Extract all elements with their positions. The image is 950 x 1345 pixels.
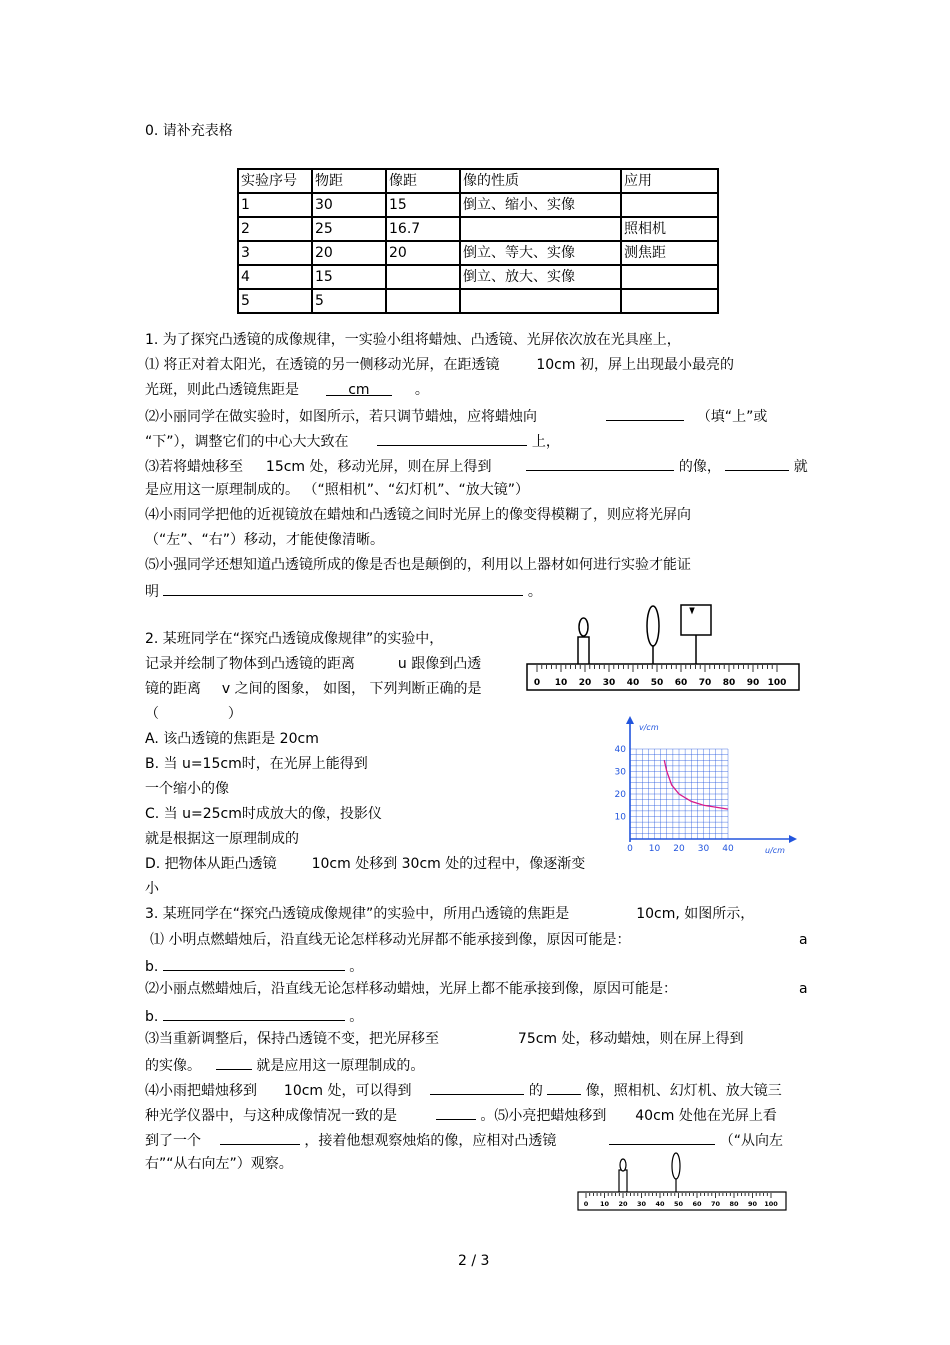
- ruler-tick-label: 40: [655, 1200, 665, 1208]
- ruler-tick-label: 80: [729, 1200, 739, 1208]
- q2-line1: 2. 某班同学在“探究凸透镜成像规律”的实验中，: [145, 631, 444, 647]
- table-cell: 2: [238, 217, 312, 241]
- x-axis-label: u/cm: [765, 846, 785, 855]
- instrument-blank-2[interactable]: [216, 1055, 252, 1070]
- table-header-cell: 实验序号: [238, 169, 312, 193]
- q1-p2-line1: [145, 406, 767, 426]
- q1-p1-text: 光斑，则此凸透镜焦距是: [145, 382, 299, 398]
- y-tick-label: 10: [614, 812, 626, 823]
- q3-end: 。: [349, 1009, 364, 1025]
- x-tick-label: 20: [673, 844, 685, 854]
- y-axis-arrow-icon: [626, 716, 634, 724]
- q3-p2: ⑵小丽点燃蜡烛后，沿直线无论怎样移动蜡烛，光屏上都不能承接到像，原因可能是：: [145, 981, 677, 997]
- instrument-blank-3[interactable]: [436, 1105, 476, 1120]
- ruler-tick-label: 20: [618, 1200, 628, 1208]
- table-header-cell: 像距: [386, 169, 460, 193]
- q3-line1: [145, 905, 754, 923]
- ruler-tick-label: 40: [626, 678, 640, 688]
- candle-body: [619, 1170, 627, 1192]
- table-cell: 5: [312, 289, 386, 313]
- q2-text: 记录并绘制了物体到凸透镜的距离: [145, 656, 355, 672]
- q3-text: 就是应用这一原理制成的。: [256, 1058, 425, 1074]
- instrument-blank[interactable]: [725, 456, 789, 471]
- q3-p3-line2: [145, 1055, 424, 1075]
- q2-paren-open: （: [145, 706, 159, 722]
- table-cell: 25: [312, 217, 386, 241]
- q3-p4-line2: [145, 1105, 777, 1125]
- table-cell[interactable]: [386, 265, 460, 289]
- reason-b-blank-1[interactable]: [163, 956, 345, 971]
- observe-direction-blank[interactable]: [609, 1130, 715, 1145]
- q2-text: v 之间的图象， 如图， 下列判断正确的是: [221, 681, 482, 697]
- q3-text: 10cm, 如图所示，: [636, 906, 755, 922]
- candle-flame: [620, 1159, 626, 1171]
- experiment-table: [237, 168, 719, 314]
- q2-line2: [145, 655, 481, 673]
- q3-text: 种光学仪器中，与这种成像情况一致的是: [145, 1108, 397, 1124]
- ruler-tick-label: 90: [746, 678, 760, 688]
- q3-text: 10cm 处，可以得到: [283, 1083, 412, 1099]
- q1-cm-unit: cm: [348, 382, 370, 398]
- table-cell[interactable]: [621, 193, 718, 217]
- q1-p1-text: ⑴ 将正对着太阳光，在透镜的另一侧移动光屏，在距透镜: [145, 357, 500, 373]
- q3-text: （“从向左: [719, 1133, 783, 1149]
- q2-line3: [145, 680, 482, 698]
- q3-p5-line2: 右”“从右向左”）观察。: [145, 1156, 293, 1172]
- light-screen: [681, 605, 711, 635]
- q3-text: 75cm 处，移动蜡烛，则在屏上得到: [517, 1031, 744, 1047]
- table-header-cell: 物距: [312, 169, 386, 193]
- q3-end: 。: [349, 959, 364, 975]
- q1-p5-text: 明: [145, 584, 159, 600]
- reason-b-blank-2[interactable]: [163, 1006, 345, 1021]
- q1-p1-line1: [145, 356, 734, 374]
- table-header-row: [238, 169, 718, 193]
- y-tick-label: 20: [614, 790, 626, 800]
- q2-paren-close: ）: [227, 706, 242, 722]
- ruler-tick-label: 90: [747, 1200, 758, 1208]
- table-header-cell: 像的性质: [460, 169, 621, 193]
- table-cell: 照相机: [621, 217, 718, 241]
- q1-p3-text: 就: [793, 459, 808, 475]
- candle-flame: [579, 618, 588, 636]
- y-axis-label: v/cm: [639, 723, 659, 732]
- q1-p3-line2: 是应用这一原理制成的。 （“照相机”、“幻灯机”、“放大镜”）: [145, 482, 529, 498]
- q1-p4-line2: （“左”、“右”）移动，才能使像清晰。: [145, 532, 385, 548]
- method-blank[interactable]: [163, 581, 523, 596]
- q3-text: ⑷小雨把蜡烛移到: [145, 1083, 257, 1099]
- optical-bench-figure: [520, 600, 805, 700]
- q1-intro: 1. 为了探究凸透镜的成像规律，一实验小组将蜡烛、凸透镜、光屏依次放在光具座上，: [145, 332, 681, 348]
- table-row: [238, 193, 718, 217]
- q1-p4-line1: ⑷小雨同学把他的近视镜放在蜡烛和凸透镜之间时光屏上的像变得模糊了，则应将光屏向: [145, 507, 691, 523]
- ruler-tick-label: 70: [710, 1200, 721, 1208]
- q1-p3-text: 的像，: [678, 459, 721, 475]
- x-axis-arrow-icon: [789, 835, 797, 843]
- table-cell: 20: [312, 241, 386, 265]
- v-u-curve: [664, 760, 728, 809]
- ruler-tick-label: 50: [650, 678, 664, 688]
- q2-option-d-line1: [145, 855, 585, 873]
- q2-text: 镜的距离: [145, 681, 201, 697]
- convex-lens: [672, 1153, 680, 1179]
- x-tick-label: 10: [648, 844, 661, 854]
- table-cell: 3: [238, 241, 312, 265]
- table-row: [238, 217, 718, 241]
- table-cell[interactable]: [460, 217, 621, 241]
- table-cell: 测焦距: [621, 241, 718, 265]
- image-kind-blank[interactable]: [547, 1080, 581, 1095]
- table-cell: 20: [386, 241, 460, 265]
- q3-text: 的: [528, 1083, 543, 1099]
- table-row: [238, 241, 718, 265]
- table-cell: 倒立、缩小、实像: [460, 193, 621, 217]
- ruler-tick-label: 10: [554, 678, 568, 688]
- q2-text: 10cm 处移到 30cm 处的过程中，像逐渐变: [311, 856, 586, 872]
- q2-option-c-line1: C. 当 u=25cm时成放大的像，投影仪: [145, 806, 382, 822]
- q1-p2-text: （填“上”或: [696, 409, 768, 425]
- q0-title: 0. 请补充表格: [145, 123, 233, 139]
- q2-text: D. 把物体从距凸透镜: [145, 856, 277, 872]
- q3-text: 40cm 处他在光屏上看: [635, 1108, 777, 1124]
- q3-text: ⑶当重新调整后，保持凸透镜不变，把光屏移至: [145, 1031, 439, 1047]
- x-tick-label: 40: [722, 844, 734, 854]
- q3-p3-line1: [145, 1030, 744, 1048]
- q1-p5-text: 。: [527, 584, 542, 600]
- q1-p2-text: “下”），调整它们的中心大大致在: [145, 434, 349, 450]
- table-cell: 1: [238, 193, 312, 217]
- q3-text: 3. 某班同学在“探究凸透镜成像规律”的实验中，所用凸透镜的焦距是: [145, 906, 570, 922]
- ruler-tick-label: 70: [698, 678, 712, 688]
- q1-p5-line1: ⑸小强同学还想知道凸透镜所成的像是否也是颠倒的，利用以上器材如何进行实验才能证: [145, 557, 691, 573]
- x-tick-label: 30: [697, 844, 710, 854]
- table-cell: 4: [238, 265, 312, 289]
- page-number: 2 / 3: [458, 1253, 490, 1269]
- table-cell: 15: [312, 265, 386, 289]
- table-header-cell: 应用: [621, 169, 718, 193]
- direction-blank[interactable]: [606, 406, 684, 421]
- q1-p3-text: 15cm 处，移动光屏，则在屏上得到: [265, 459, 492, 475]
- q2-option-b-line2: 一个缩小的像: [145, 781, 229, 797]
- table-cell: 5: [238, 289, 312, 313]
- q3-b-label: b.: [145, 959, 159, 975]
- v-u-graph: [605, 710, 805, 860]
- y-tick-label: 30: [614, 767, 626, 778]
- q1-p5-line2: [145, 581, 542, 601]
- q1-p3-line1: [145, 456, 808, 476]
- q1-p2-text: 上，: [531, 434, 560, 450]
- table-cell: 16.7: [386, 217, 460, 241]
- ruler-tick-label: 60: [692, 1200, 702, 1208]
- table-cell: 倒立、放大、实像: [460, 265, 621, 289]
- table-row: [238, 265, 718, 289]
- q2-option-d-line2: 小: [145, 881, 159, 897]
- q3-p5-line1: [145, 1130, 783, 1150]
- q1-p2-line2: [145, 431, 560, 451]
- q2-answer-paren[interactable]: [145, 705, 242, 723]
- q3-text: ，接着他想观察烛焰的像，应相对凸透镜: [304, 1133, 557, 1149]
- ruler-tick-label: 30: [636, 1200, 647, 1208]
- q1-p1-text: 10cm 初，屏上出现最小最亮的: [536, 357, 734, 373]
- q3-p2-a-label: a: [799, 981, 808, 997]
- table-cell[interactable]: [386, 289, 460, 313]
- candle-body: [578, 637, 589, 665]
- ruler-tick-label: 0: [533, 678, 541, 688]
- q3-p2-b-line: [145, 1006, 363, 1026]
- ruler-tick-label: 100: [767, 678, 787, 688]
- q3-b-label: b.: [145, 1009, 159, 1025]
- q2-option-a: A. 该凸透镜的焦距是 20cm: [145, 731, 319, 747]
- table-cell: 30: [312, 193, 386, 217]
- ruler-tick-label: 60: [674, 678, 688, 688]
- y-tick-label: 40: [614, 745, 626, 755]
- q3-p1-b-line: [145, 956, 363, 976]
- q2-option-b-line1: B. 当 u=15cm时，在光屏上能得到: [145, 756, 368, 772]
- table-row: [238, 289, 718, 313]
- q1-p2-text: ⑵小丽同学在做实验时，如图所示，若只调节蜡烛，应将蜡烛向: [145, 409, 537, 425]
- image-type-blank[interactable]: [526, 456, 674, 471]
- q3-text: 像，照相机、幻灯机、放大镜三: [585, 1083, 782, 1099]
- q3-text: 。⑸小亮把蜡烛移到: [480, 1108, 607, 1124]
- table-cell[interactable]: [621, 265, 718, 289]
- focal-length-blank[interactable]: [326, 381, 392, 396]
- table-cell: 倒立、等大、实像: [460, 241, 621, 265]
- table-cell: 15: [386, 193, 460, 217]
- q3-p4-line1: [145, 1080, 782, 1100]
- q1-p3-text: ⑶若将蜡烛移至: [145, 459, 243, 475]
- table-cell[interactable]: [460, 289, 621, 313]
- optical-bench-figure-2: [572, 1150, 792, 1215]
- center-height-blank[interactable]: [377, 431, 527, 446]
- ruler-tick-label: 20: [578, 678, 592, 688]
- ruler-tick-label: 30: [602, 678, 616, 688]
- q1-p1-text: 。: [414, 382, 429, 398]
- x-tick-label: 0: [627, 844, 633, 854]
- q1-p1-line2: [145, 381, 429, 399]
- ruler-tick-label: 0: [583, 1200, 589, 1208]
- q3-text: 到了一个: [145, 1133, 201, 1149]
- table-cell[interactable]: [621, 289, 718, 313]
- ruler-tick-label: 80: [722, 678, 736, 688]
- ruler-tick-label: 100: [764, 1200, 778, 1208]
- convex-lens: [647, 606, 659, 646]
- q3-text: 的实像。: [145, 1058, 201, 1074]
- q3-p1: ⑴ 小明点燃蜡烛后，沿直线无论怎样移动光屏都不能承接到像，原因可能是：: [150, 932, 631, 948]
- q3-p1-a-label: a: [799, 932, 808, 948]
- q2-text: u 跟像到凸透: [397, 656, 482, 672]
- observed-image-blank[interactable]: [220, 1130, 300, 1145]
- image-nature-blank[interactable]: [430, 1080, 524, 1095]
- q2-option-c-line2: 就是根据这一原理制成的: [145, 831, 299, 847]
- ruler-tick-label: 10: [599, 1200, 610, 1208]
- ruler-tick-label: 50: [673, 1200, 684, 1208]
